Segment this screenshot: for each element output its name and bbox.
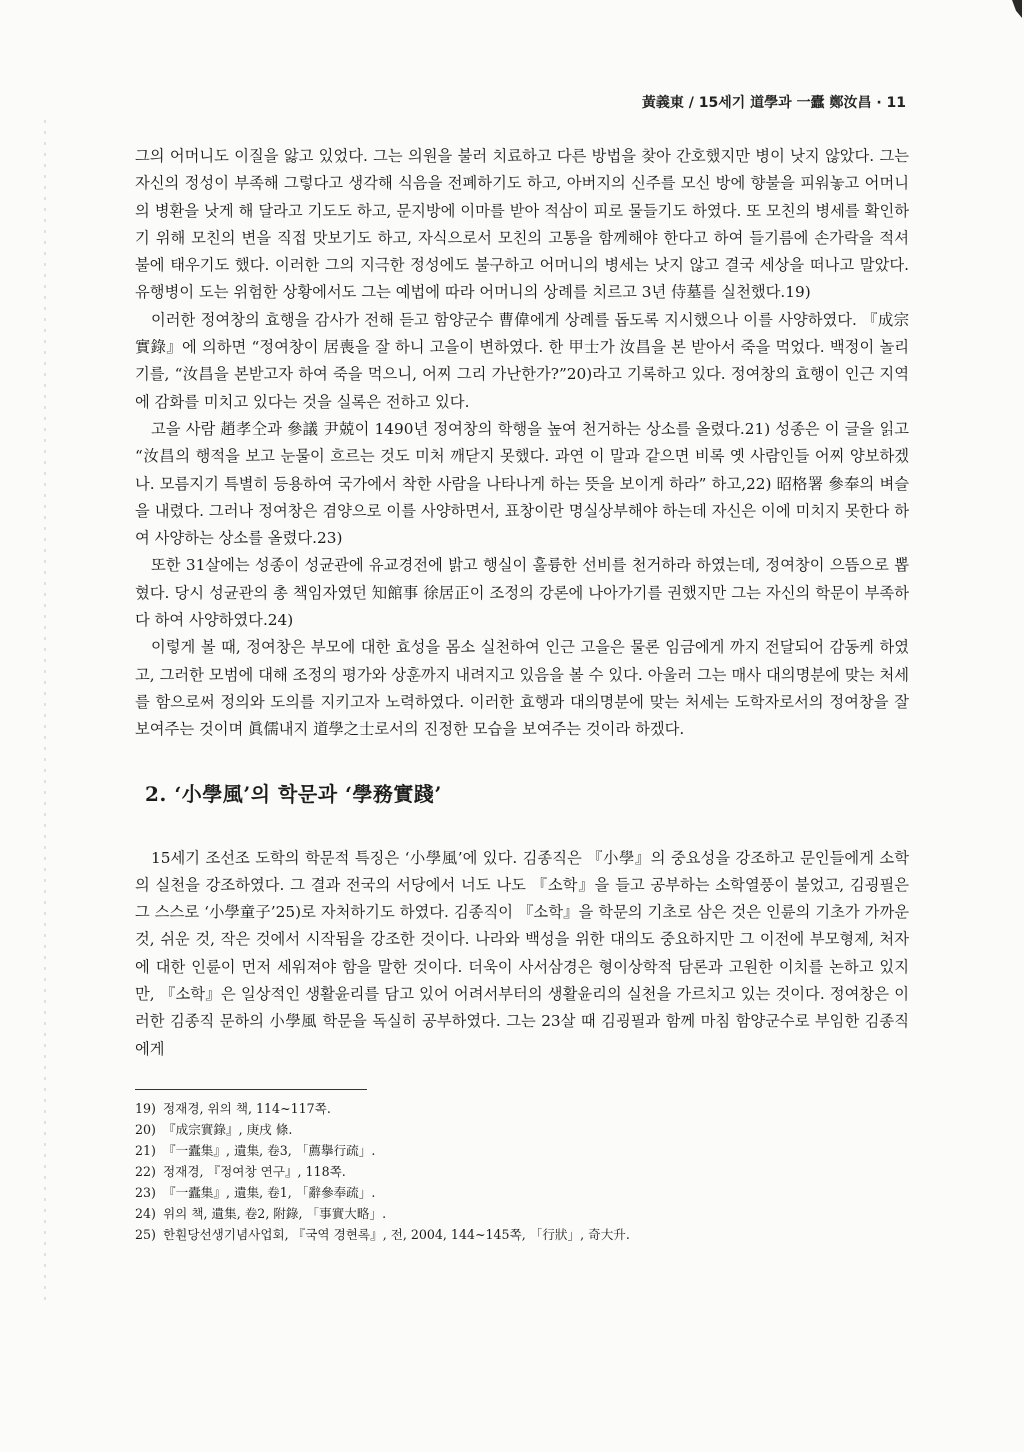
footnote-text: 『一蠹集』, 遺集, 卷1, 「辭參奉疏」.: [163, 1184, 376, 1200]
footnote-text: 위의 책, 遺集, 卷2, 附錄, 「事實大略」.: [163, 1205, 387, 1221]
footnote-number: 25): [135, 1226, 156, 1242]
section-heading: 2. ‘小學風’의 학문과 ‘學務實踐’: [145, 781, 442, 806]
paragraph-filial-care: 그의 어머니도 이질을 앓고 있었다. 그는 의원을 불러 치료하고 다른 방법을 찾아 간호했지만 병이 낫지 않았다. 그는 자신의 정성이 부족해 그렇다고 생각해 식음을 전폐하기도 하고, 아버지의 신주를 모신 방에 향불을 피워놓고 어머니의 병환을 낫게 해 달라고 기도도 하고, 문지방에 이마를 받아 적삼이 피로 물들기도 하였다. 또 모친의 병세를 확인하기 위해 모친의 변을 직접 맛보기도 하고, 자식으로서 모친의 고통을 함께해야 한다고 하여 들기름에 손가락을 적셔 불에 태우기도 했다. 이러한 그의 지극한 정성에도 불구하고 어머니의 병세는 낫지 않고 결국 세상을 떠나고 말았다. 유행병이 도는 위험한 상황에서도 그는 예법에 따라 어머니의 상례를 치르고 3년 侍墓를 실천했다.19): [135, 147, 909, 302]
footnotes: [135, 1098, 909, 1245]
footnote-20: [135, 1119, 909, 1140]
footnote-23: [135, 1182, 909, 1203]
footnote-number: 24): [135, 1205, 156, 1221]
footnote-number: 21): [135, 1142, 156, 1158]
scan-corner-mark: [1012, 0, 1022, 18]
footnote-number: 20): [135, 1121, 156, 1137]
paragraph-seonggyungwan: 또한 31살에는 성종이 성균관에 유교경전에 밝고 행실이 훌륭한 선비를 천거하라 하였는데, 정여창이 으뜸으로 뽑혔다. 당시 성균관의 총 책임자였던 知館事 徐居正이 조정의 강론에 나아가기를 권했지만 그는 자신의 학문이 부족하다 하여 사양하였다.24): [135, 556, 909, 630]
footnote-divider: [135, 1089, 367, 1090]
footnote-number: 19): [135, 1100, 156, 1116]
paragraph-sohak-style: 15세기 조선조 도학의 학문적 특징은 ‘小學風’에 있다. 김종직은 『小學』의 중요성을 강조하고 문인들에게 소학의 실천을 강조하였다. 그 결과 전국의 서당에서 너도 나도 『소학』을 들고 공부하는 소학열풍이 불었고, 김굉필은 그 스스로 ‘小學童子’25)로 자처하기도 하였다. 김종직이 『소학』을 학문의 기초로 삼은 것은 인륜의 기초가 가까운 것, 쉬운 것, 작은 것에서 시작됨을 강조한 것이다. 나라와 백성을 위한 대의도 중요하지만 그 이전에 부모형제, 처자에 대한 인륜이 먼저 세워져야 함을 말한 것이다. 더욱이 사서삼경은 형이상학적 담론과 고원한 이치를 논하고 있지만, 『소학』은 일상적인 생활윤리를 담고 있어 어려서부터의 생활윤리의 실천을 가르치고 있는 것이다. 정여창은 이러한 김종직 문하의 小學風 학문을 독실히 공부하였다. 그는 23살 때 김굉필과 함께 마침 함양군수로 부임한 김종직에게: [135, 848, 909, 1058]
footnote-24: [135, 1203, 909, 1224]
page-body: [135, 143, 909, 1245]
footnote-19: [135, 1098, 909, 1119]
footnote-number: 23): [135, 1184, 156, 1200]
footnote-text: 한훤당선생기념사업회, 『국역 경현록』, 전, 2004, 144~145쪽, 「行狀」, 奇大升.: [163, 1226, 630, 1242]
footnote-text: 정재경, 『정여창 연구』, 118쪽.: [163, 1163, 346, 1179]
running-header: 黃義東 / 15세기 道學과 一蠹 鄭汝昌 · 11: [641, 95, 906, 111]
footnote-21: [135, 1140, 909, 1161]
paragraph-conclusion: 이렇게 볼 때, 정여창은 부모에 대한 효성을 몸소 실천하여 인근 고을은 물론 임금에게 까지 전달되어 감동케 하였고, 그러한 모범에 대해 조정의 평가와 상훈까지 내려지고 있음을 볼 수 있다. 아울러 그는 매사 대의명분에 맞는 처세를 함으로써 정의와 도의를 지키고자 노력하였다. 이러한 효행과 대의명분에 맞는 처세는 도학자로서의 정여창을 잘 보여주는 것이며 眞儒내지 道學之士로서의 진정한 모습을 보여주는 것이라 하겠다.: [135, 638, 909, 739]
footnote-text: 정재경, 위의 책, 114~117쪽.: [163, 1100, 331, 1116]
paragraph-mourning-praise: 이러한 정여창의 효행을 감사가 전해 듣고 함양군수 曹偉에게 상례를 돕도록 지시했으나 이를 사양하였다. 『成宗實錄』에 의하면 “정여창이 居喪을 잘 하니 고을이 변하였다. 한 甲士가 汝昌을 본 받아서 죽을 먹었다. 백정이 놀리기를, “汝昌을 본받고자 하여 죽을 먹으니, 어찌 그리 가난한가?”20)라고 기록하고 있다. 정여창의 효행이 인근 지역에 감화를 미치고 있다는 것을 실록은 전하고 있다.: [135, 310, 909, 411]
scan-edge-mark: [44, 120, 46, 1300]
footnote-text: 『一蠹集』, 遺集, 卷3, 「薦擧行疏」.: [163, 1142, 376, 1158]
paragraph-recommendation: 고을 사람 趙孝仝과 參議 尹兢이 1490년 정여창의 학행을 높여 천거하는 상소를 올렸다.21) 성종은 이 글을 읽고 “汝昌의 행적을 보고 눈물이 흐르는 것도 미처 깨닫지 못했다. 과연 이 말과 같으면 비록 옛 사람인들 어찌 양보하겠나. 모름지기 특별히 등용하여 국가에서 착한 사람을 나타나게 하는 뜻을 보이게 하라” 하고,22) 昭格署 參奉의 벼슬을 내렸다. 그러나 정여창은 겸양으로 이를 사양하면서, 표창이란 명실상부해야 하는데 자신은 이에 미치지 못한다 하여 사양하는 상소를 올렸다.23): [135, 419, 909, 548]
footnote-22: [135, 1161, 909, 1182]
footnote-number: 22): [135, 1163, 156, 1179]
footnote-25: [135, 1224, 909, 1245]
footnote-text: 『成宗實錄』, 庚戌 條.: [163, 1121, 293, 1137]
